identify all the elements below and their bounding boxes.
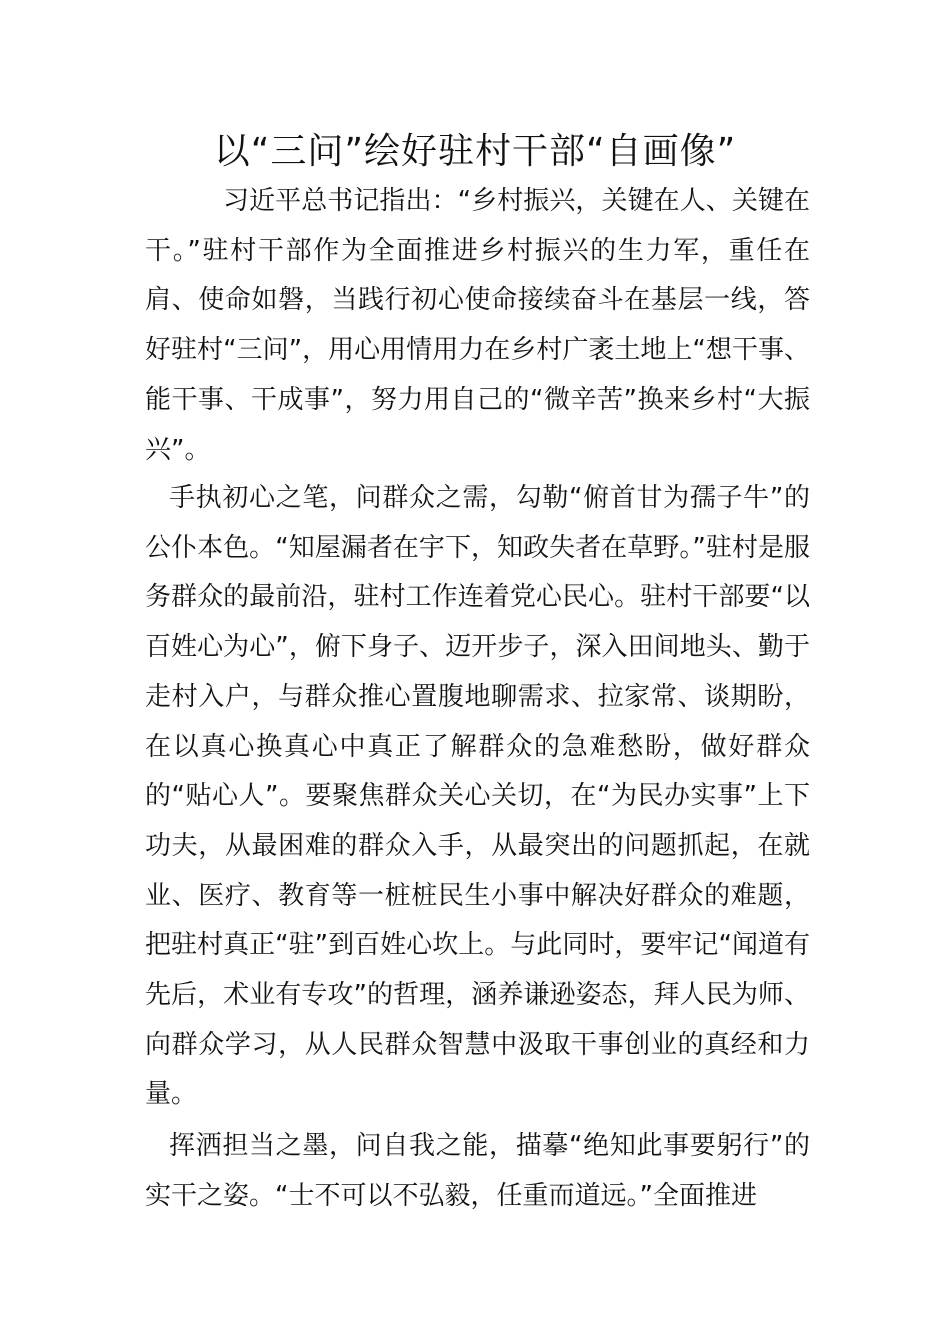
paragraph-self-ability: 挥洒担当之墨，问自我之能，描摹“绝知此事要躬行”的实干之姿。“士不可以不弘毅，任重而道远。”全面推进	[145, 1131, 810, 1211]
paragraph-intro: 习近平总书记指出：“乡村振兴，关键在人、关键在干。”驻村干部作为全面推进乡村振兴的生力军，重任在肩、使命如磐，当践行初心使命接续奋斗在基层一线，答好驻村“三问”，用心用情用力在乡村广袤土地上“想干事、能干事、干成事”，努力用自己的“微辛苦”换来乡村“大振兴”。	[145, 186, 810, 465]
document-title: 以“三问”绘好驻村干部“自画像”	[213, 131, 737, 172]
paragraph-serve-people: 手执初心之笔，问群众之需，勾勒“俯首甘为孺子牛”的公仆本色。“知屋漏者在宇下，知政失者在草野。”驻村是服务群众的最前沿，驻村工作连着党心民心。驻村干部要“以百姓心为心”，俯下身子、迈开步子，深入田间地头、勤于走村入户，与群众推心置腹地聊需求、拉家常、谈期盼，在以真心换真心中真正了解群众的急难愁盼，做好群众的“贴心人”。要聚焦群众关心关切，在“为民办实事”上下功夫，从最困难的群众入手，从最突出的问题抓起，在就业、医疗、教育等一桩桩民生小事中解决好群众的难题，把驻村真正“驻”到百姓心坎上。与此同时，要牢记“闻道有先后，术业有专攻”的哲理，涵养谦逊姿态，拜人民为师、向群众学习，从人民群众智慧中汲取干事创业的真经和力量。	[145, 483, 810, 1110]
